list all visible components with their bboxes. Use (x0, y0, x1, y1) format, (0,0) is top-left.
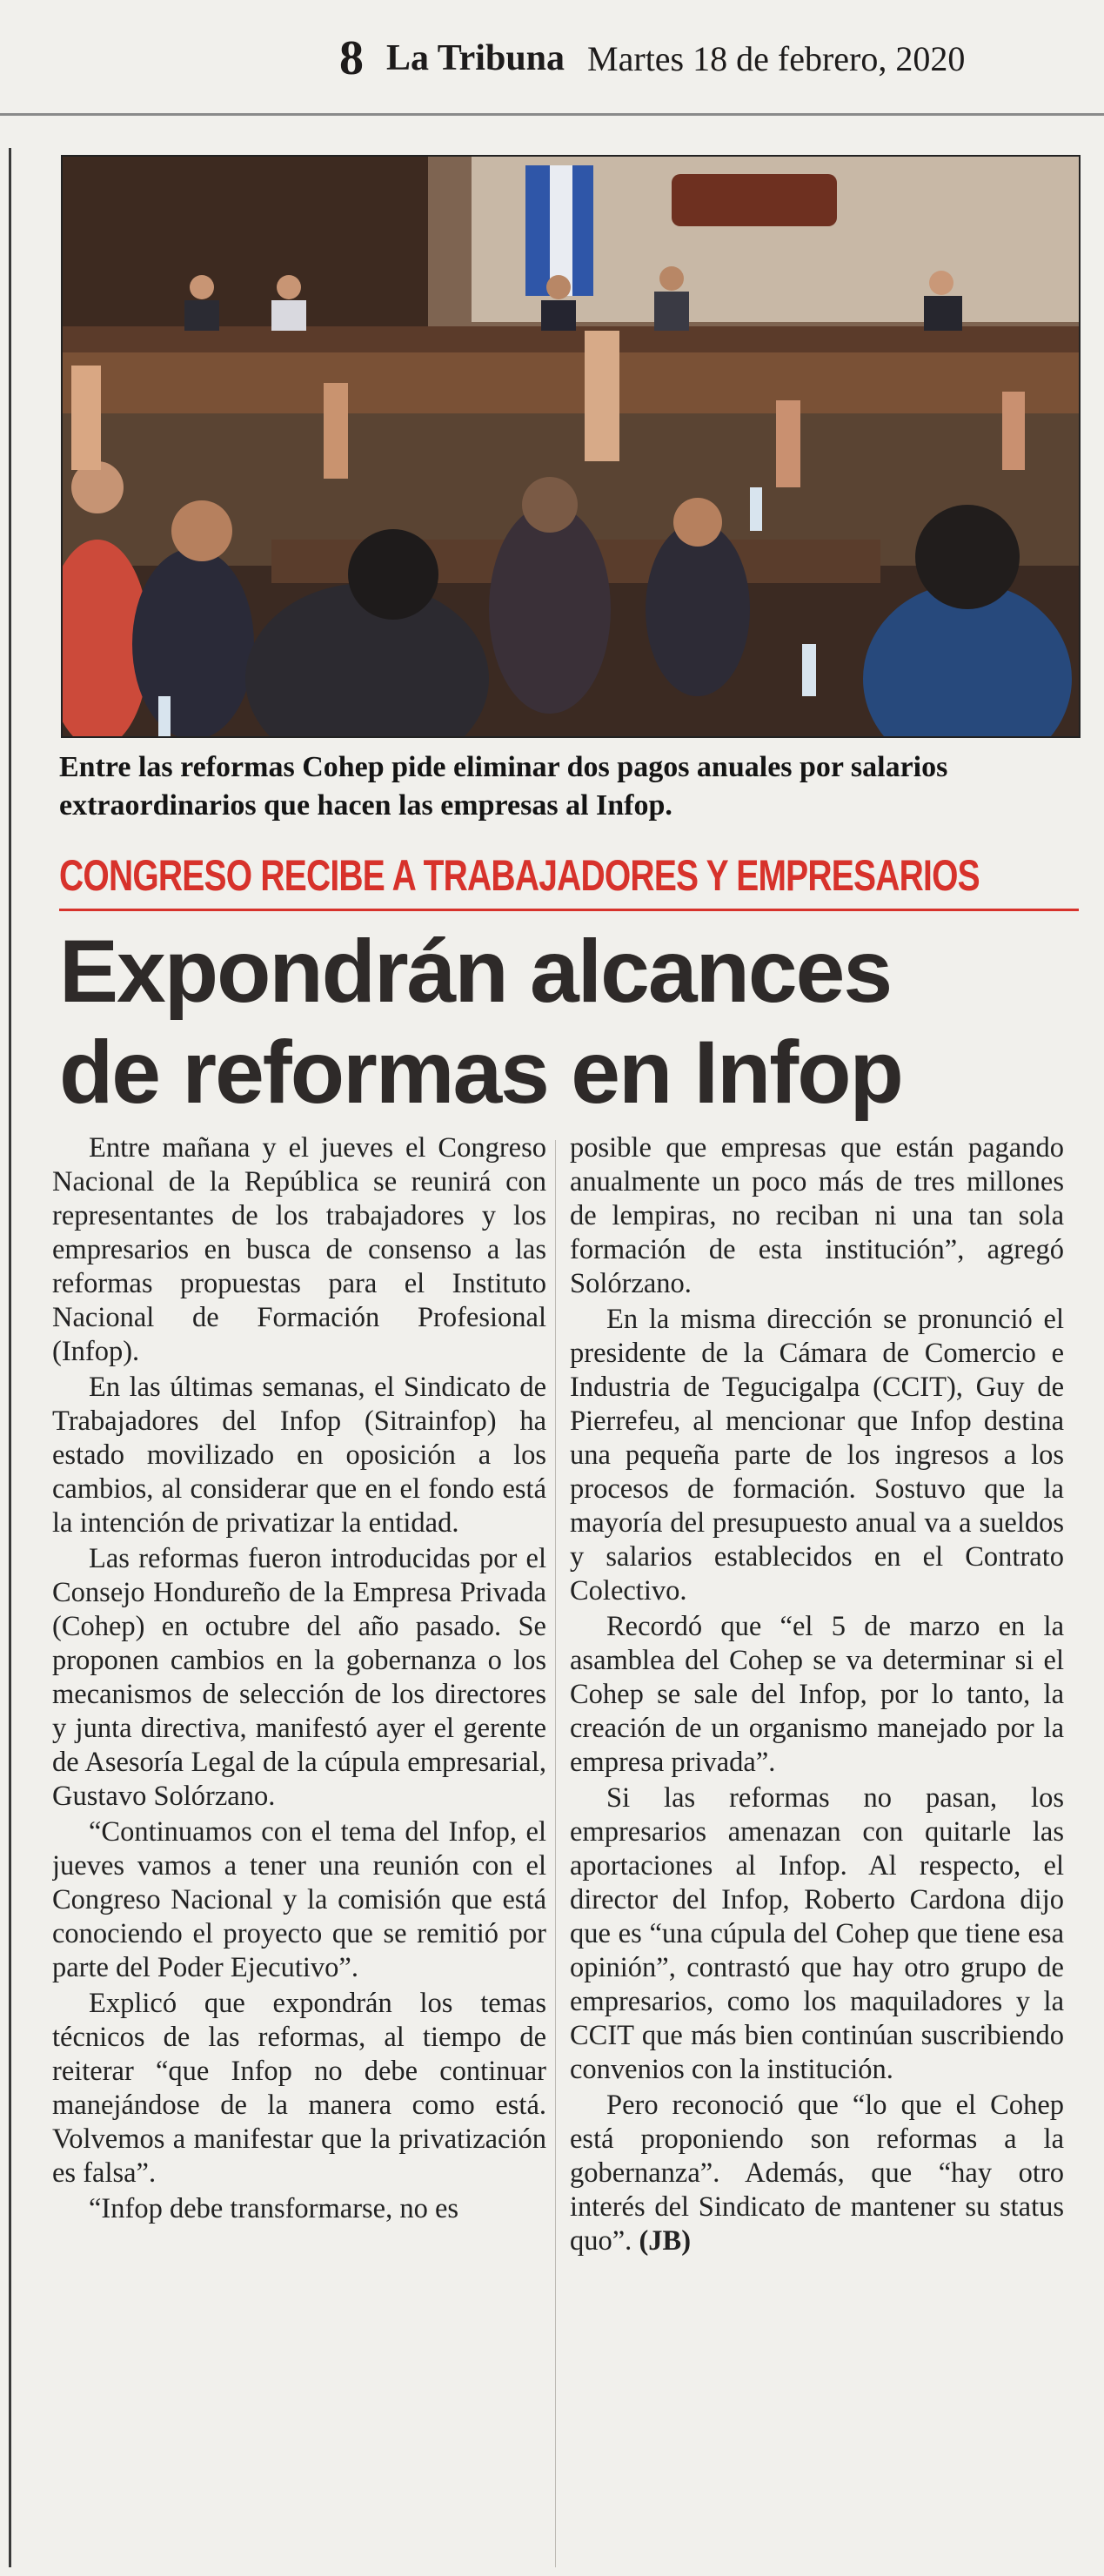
paragraph: Explicó que expondrán los temas técnicos de las reformas, al tiempo de reiterar “que Infop no debe continuar manejándose de la manera como está. Volvemos a manifestar que la privatización es falsa”. (52, 1988, 546, 2189)
publication-date: Martes 18 de febrero, 2020 (587, 38, 966, 78)
paragraph: Si las reformas no pasan, los empresarios amenazan con quitarle las aportaciones al Infop. Al respecto, el director del Infop, Roberto Cardona dijo que es “una cúpula del Cohep que tiene esa opinión”, contrastó que hay otro grupo de empresarios, como los maquiladores y la CCIT que más bien continúan suscribiendo convenios con la institución. (570, 1782, 1064, 2085)
paragraph: Las reformas fueron introducidas por el Consejo Hondureño de la Empresa Privada (Cohep) en octubre del año pasado. Se proponen cambios en la gobernanza o los mecanismos de selección de los directores y junta directiva, manifestó ayer el gerente de Asesoría Legal de la cúpula empresarial, Gustavo Solórzano. (52, 1543, 546, 1812)
paragraph (570, 2089, 1064, 2258)
paragraph: posible que empresas que están pagando anualmente un poco más de tres millones de lempiras, no reciban ni una tan sola formación de esta institución”, agregó Solórzano. (570, 1132, 1064, 1299)
headline-line-2: de reformas en Infop (59, 1023, 902, 1122)
headline-line-1: Expondrán alcances (59, 922, 892, 1021)
page-margin-rule (9, 148, 11, 2567)
paragraph: En la misma dirección se pronunció el presidente de la Cámara de Comercio e Industria de Tegucigalpa (CCIT), Guy de Pierrefeu, al mencionar que Infop destina una pequeña parte de los ingresos a los procesos de formación. Sostuvo que la mayoría del presupuesto anual va a sueldos y salarios establecidos en el Contrato Colectivo. (570, 1304, 1064, 1607)
kicker-text: CONGRESO RECIBE A TRABAJADORES Y EMPRESARIOS (59, 851, 980, 900)
paragraph: Recordó que “el 5 de marzo en la asamblea del Cohep se va determinar si el Cohep se sale del Infop, por lo tanto, la creación de un organismo manejado por la empresa privada”. (570, 1611, 1064, 1778)
newspaper-name: La Tribuna (386, 38, 565, 78)
paragraph: “Continuamos con el tema del Infop, el jueves vamos a tener una reunión con el Congreso Nacional y la comisión que está conociendo el proyecto que se remitió por parte del Poder Ejecutivo”. (52, 1816, 546, 1983)
photo-caption: Entre las reformas Cohep pide eliminar dos pagos anuales por salarios extraordinarios que hacen las empresas al Infop. (59, 751, 948, 822)
page-header (339, 28, 1079, 89)
article-headline (59, 921, 1079, 1123)
paragraph: “Infop debe transformarse, no es (89, 2193, 459, 2224)
article-column-1 (52, 1131, 546, 2567)
paragraph: En las últimas semanas, el Sindicato de Trabajadores del Infop (Sitrainfop) ha estado movilizado en oposición a los cambios, al considerar que en el fondo está la intención de privatizar la entidad. (52, 1372, 546, 1539)
author-signature: (JB) (639, 2225, 692, 2257)
paragraph: Entre mañana y el jueves el Congreso Nacional de la República se reunirá con representantes de los trabajadores y los empresarios en busca de consenso a las reformas propuestas para el Instituto Nacional de Formación Profesional (Infop). (52, 1132, 546, 1367)
article-column-2 (570, 1131, 1064, 2567)
article-kicker (59, 848, 1079, 911)
column-divider (555, 1140, 556, 2567)
header-rule (0, 113, 1104, 116)
congress-vote-photo (63, 157, 1079, 736)
news-photo (61, 155, 1081, 738)
paragraph-text: Pero reconoció que “lo que el Cohep está proponiendo son reformas a la gobernanza”. Además, que “hay otro interés del Sindicato de mantener su status quo”. (570, 2090, 1064, 2257)
page-number: 8 (339, 31, 364, 85)
